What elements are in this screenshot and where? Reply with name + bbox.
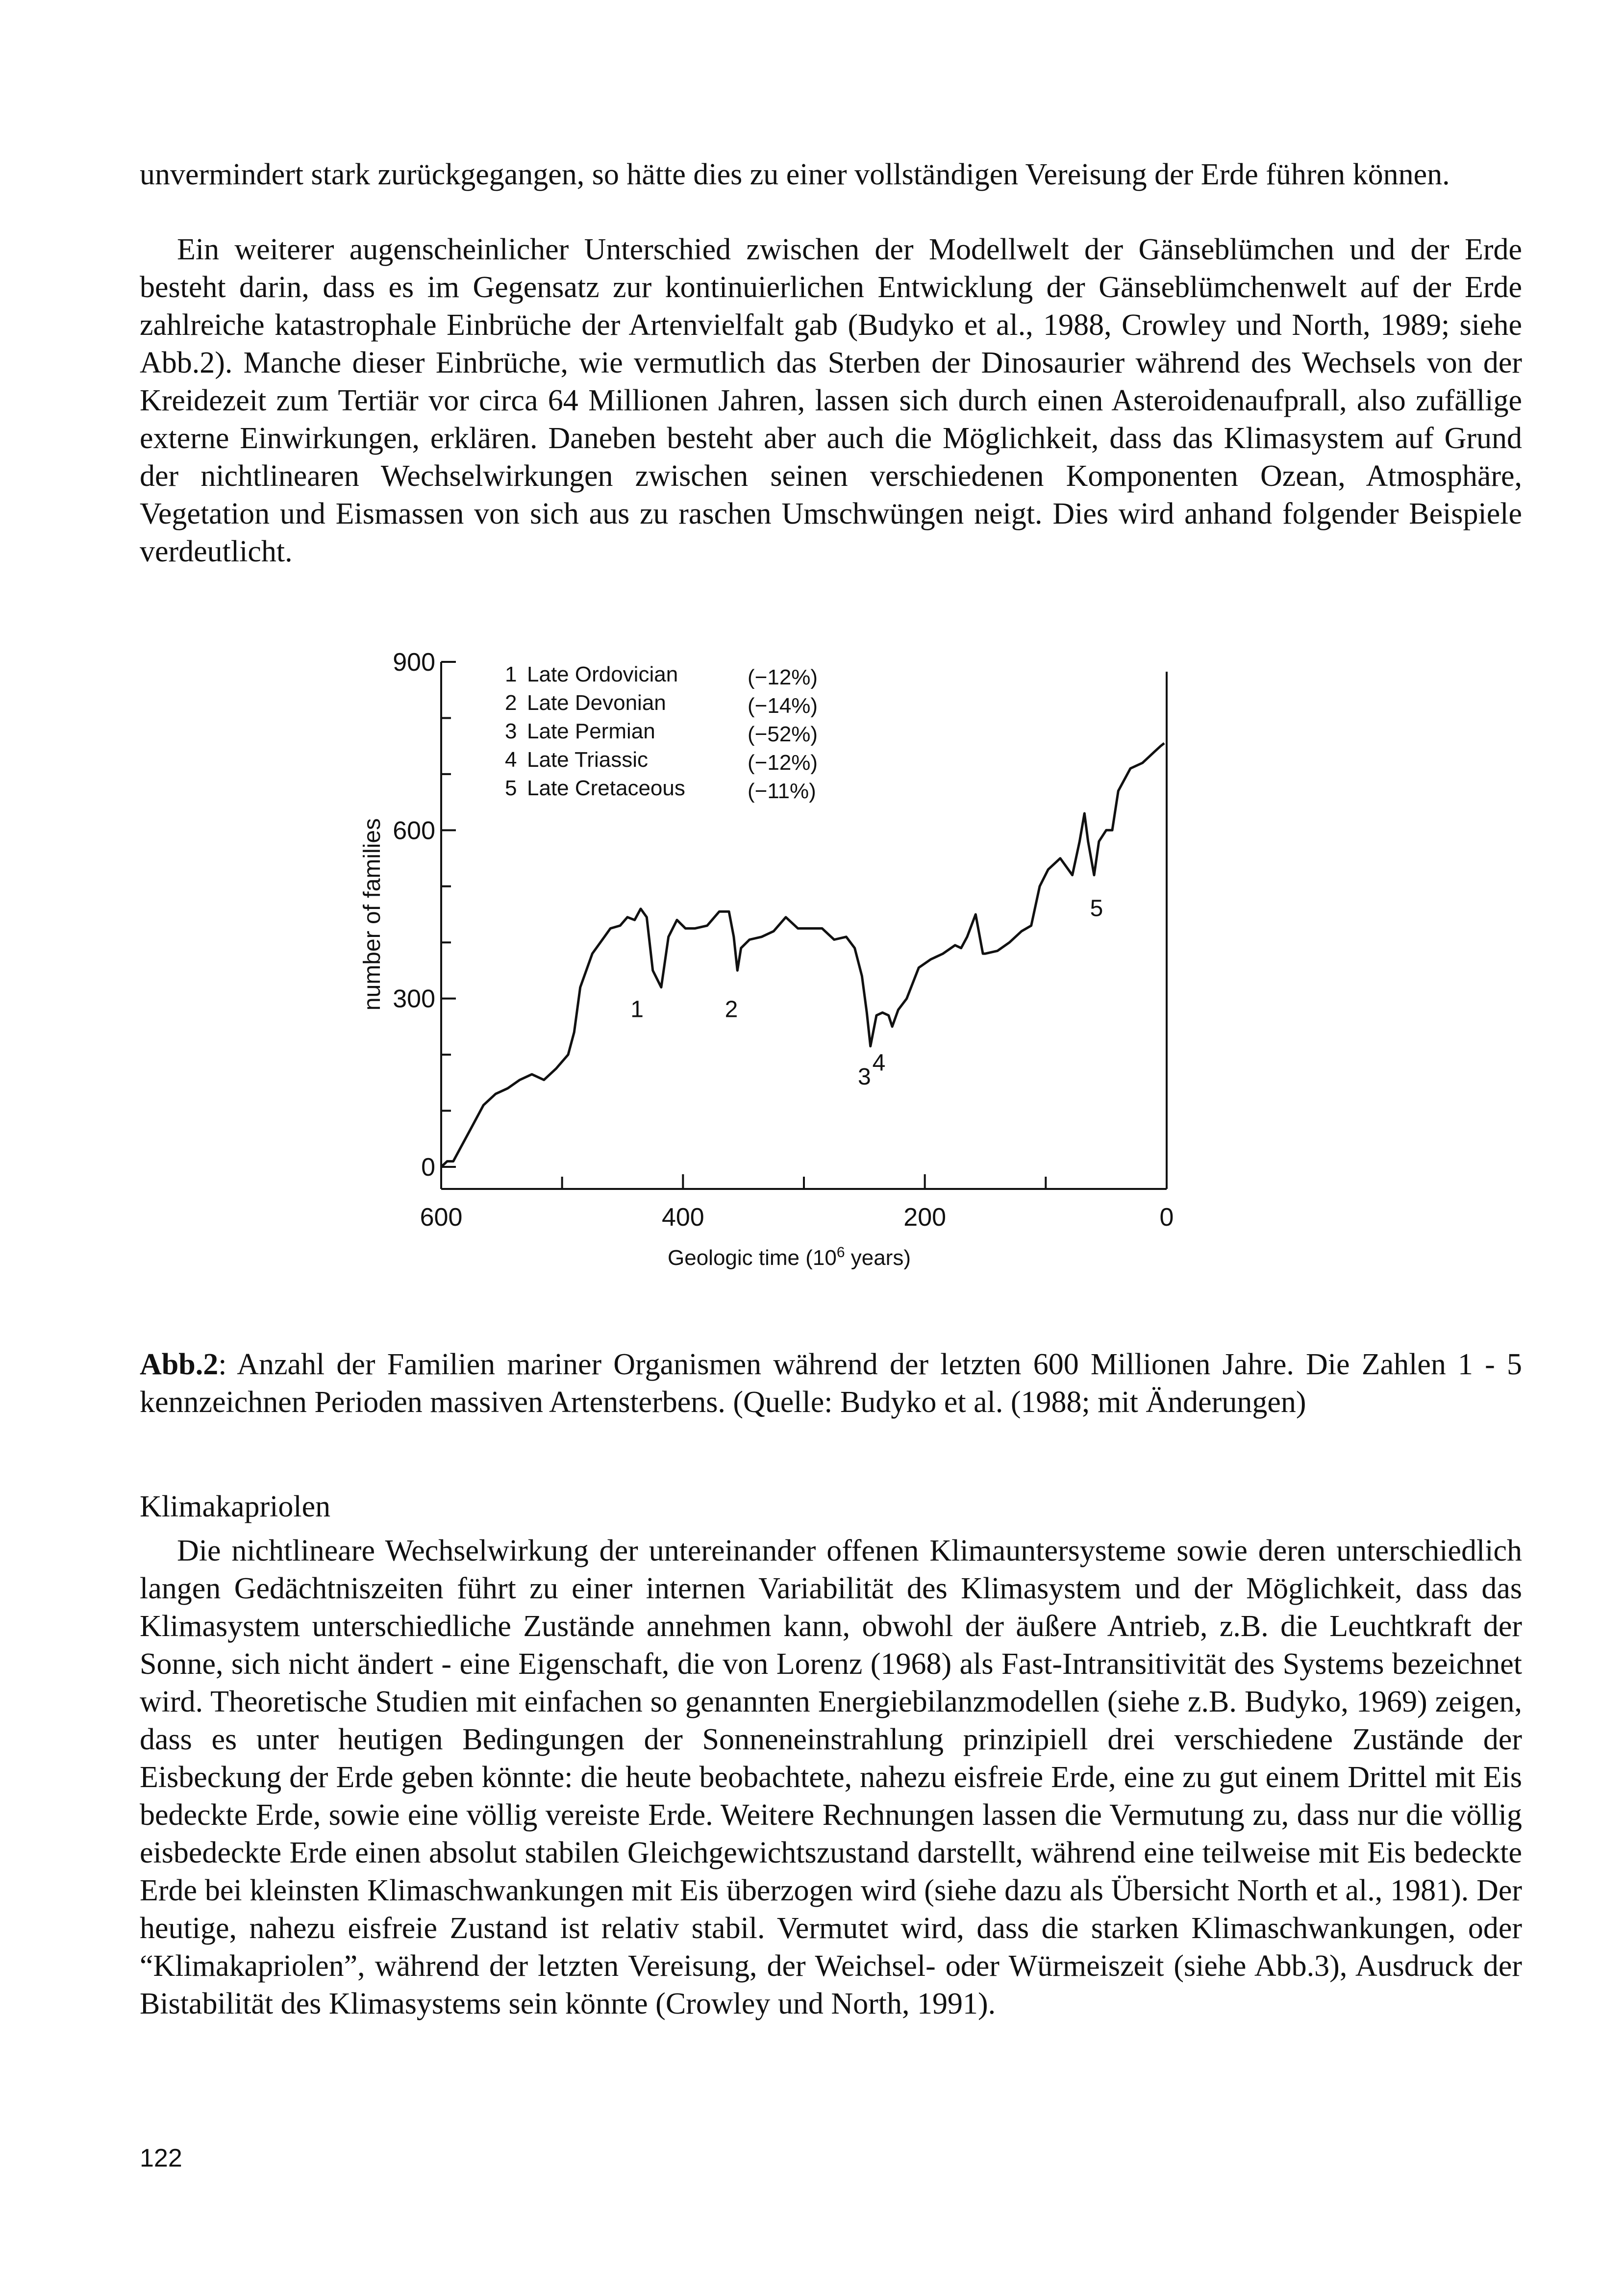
paragraph-3: Die nichtlineare Wechselwirkung der untereinander offenen Klimauntersysteme sowie deren unterschiedlich langen Gedächtniszeiten führt zu einer internen Variabilität des Klimasystem und der Möglichkeit, dass das Klimasystem unterschiedliche Zustände annehmen kann, obwohl der äußere Antrieb, z.B. die Leuchtkraft der Sonne, sich nicht ändert - eine Eigenschaft, die von Lorenz (1968) als Fast-Intransitivität des Systems bezeichnet wird. Theoretische Studien mit einfachen so genannten Energiebilanzmodellen (siehe z.B. Budyko, 1969) zeigen, dass es unter heutigen Bedingungen der Sonneneinstrahlung prinzipiell drei verschiedene Zustände der Eisbeckung der Erde geben könnte: die heute beobachtete, nahezu eisfreie Erde, eine zu gut einem Drittel mit Eis bedeckte Erde, sowie eine völlig vereiste Erde. Weitere Rechnungen lassen die Vermutung zu, dass nur die völlig eisbedeckte Erde einen absolut stabilen Gleichgewichtszustand darstellt, während eine teilweise mit Eis bedeckte Erde bei kleinsten Klimaschwankungen mit Eis überzogen wird (siehe dazu als Übersicht North et al., 1981). Der heutige, nahezu eisfreie Zustand ist relativ stabil. Vermutet wird, dass die starken Klimaschwankungen, oder “Klimakapriolen”, während der letzten Vereisung, der Weichsel- oder Würmeiszeit (siehe Abb.3), Ausdruck der Bistabilität des Klimasystems sein könnte (Crowley und North, 1991). [140,1534,1522,2020]
legend-name: Late Triassic [527,748,648,772]
legend-percent: (−11%) [748,779,816,803]
legend-name: Late Ordovician [527,662,678,686]
caption-text: : Anzahl der Familien mariner Organismen während der letzten 600 Millionen Jahre. Die Zahlen 1 - 5 kennzeichnen Perioden massiven Artensterbens. (Quelle: Budyko et al. (1988; mit Änderungen) [140,1348,1522,1419]
x-tick-label: 200 [903,1203,947,1232]
legend-number: 2 [505,691,517,715]
y-tick-label: 300 [393,984,435,1013]
x-tick-label: 400 [661,1203,704,1232]
y-tick-label: 900 [393,648,435,677]
extinction-label: 4 [872,1050,886,1076]
extinction-label: 1 [630,996,644,1023]
legend-name: Late Cretaceous [527,776,685,800]
extinction-label: 3 [857,1063,871,1090]
legend-percent: (−12%) [748,751,818,775]
legend-number: 5 [505,776,517,800]
legend-name: Late Devonian [527,691,666,715]
y-tick-label: 0 [421,1153,435,1182]
page-number: 122 [140,2144,182,2172]
legend-percent: (−14%) [748,694,818,718]
figure-caption [140,1346,1522,1421]
legend-number: 4 [505,748,517,772]
extinction-chart [359,632,1196,1319]
legend-percent: (−52%) [748,722,818,746]
legend-name: Late Permian [527,719,655,743]
paragraph-2: Ein weiterer augenscheinlicher Unterschied zwischen der Modellwelt der Gänseblümchen und der Erde besteht darin, dass es im Gegensatz zur kontinuierlichen Entwicklung der Gänseblümchenwelt auf der Erde zahlreiche katastrophale Einbrüche der Artenvielfalt gab (Budyko et al., 1988, Crowley und North, 1989; siehe Abb.2). Manche dieser Einbrüche, wie vermutlich das Sterben der Dinosaurier während des Wechsels von der Kreidezeit zum Tertiär vor circa 64 Millionen Jahren, lassen sich durch einen Asteroidenaufprall, also zufällige externe Einwirkungen, erklären. Daneben besteht aber auch die Möglichkeit, dass das Klimasystem auf Grund der nichtlinearen Wechselwirkungen zwischen seinen verschiedenen Komponenten Ozean, Atmosphäre, Vegetation und Eismassen von sich aus zu raschen Umschwüngen neigt. Dies wird anhand folgender Beispiele verdeutlicht. [140,233,1522,568]
section-heading: Klimakapriolen [140,1490,331,1523]
x-axis-label: Geologic time ($10^6$ years) [668,1244,911,1270]
extinction-label: 5 [1090,895,1103,922]
paragraph-1: unvermindert stark zurückgegangen, so hätte dies zu einer vollständigen Vereisung der Erde führen können. [140,158,1450,191]
families-line [441,743,1164,1167]
y-tick-label: 600 [393,816,435,845]
x-tick-label: 600 [420,1203,463,1232]
x-tick-label: 0 [1159,1203,1174,1232]
legend-number: 1 [505,662,517,686]
y-axis-label: number of families [359,818,385,1011]
legend-percent: (−12%) [748,665,818,689]
extinction-label: 2 [725,996,738,1023]
legend-number: 3 [505,719,517,743]
caption-label: Abb.2 [140,1348,219,1381]
